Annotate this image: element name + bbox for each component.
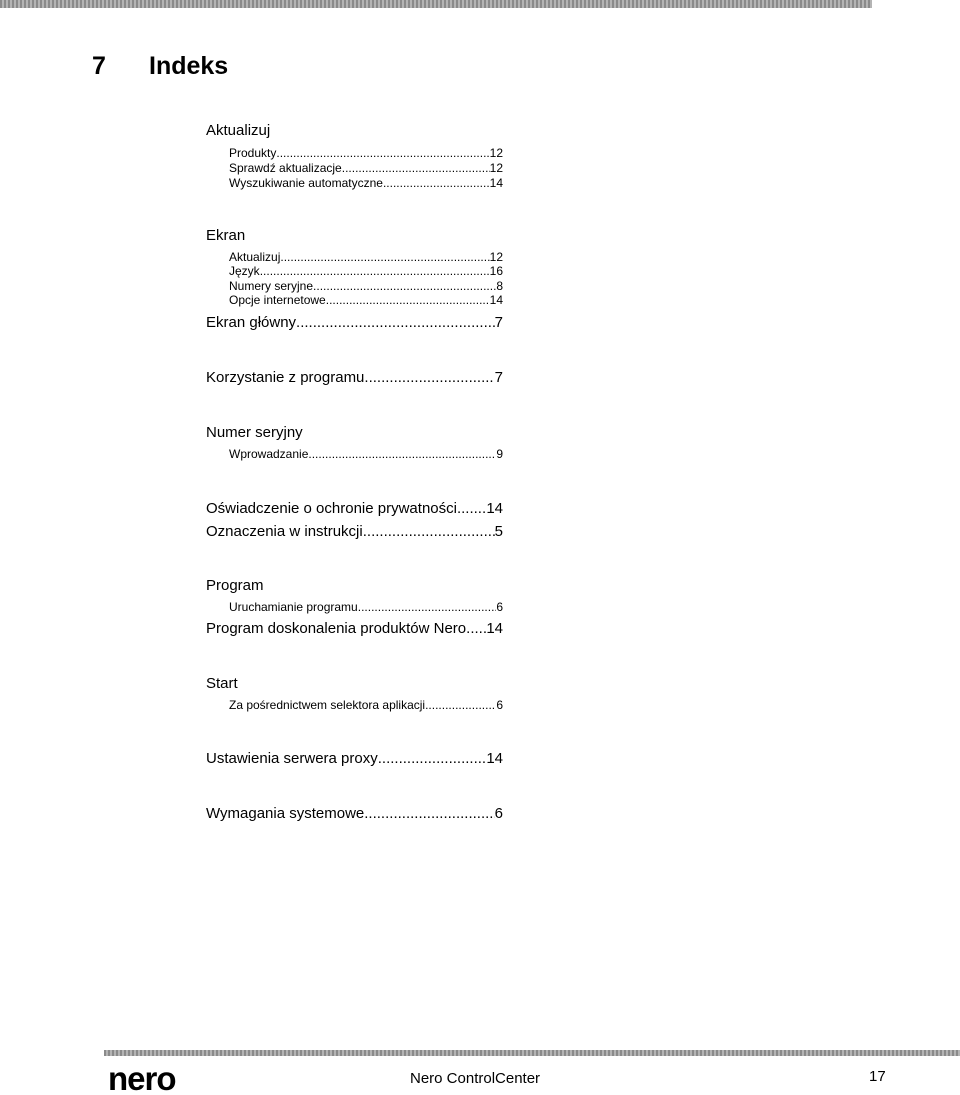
chapter-title: Indeks bbox=[149, 52, 229, 80]
chapter-number: 7 bbox=[92, 52, 106, 80]
index-heading-aktualizuj: Aktualizuj bbox=[206, 122, 271, 139]
index-entry[interactable]: Sprawdź aktualizacje ..... 12 bbox=[229, 161, 503, 175]
index-entry[interactable]: Za pośrednictwem selektora aplikacji ..... 6 bbox=[229, 698, 503, 712]
nero-logo bbox=[108, 1065, 212, 1095]
svg-text:nero: nero bbox=[108, 1065, 176, 1095]
index-entry[interactable]: Numery seryjne ..... 8 bbox=[229, 279, 503, 293]
footer-page-number: 17 bbox=[869, 1068, 886, 1085]
index-entry-oznaczenia[interactable]: Oznaczenia w instrukcji ..... 5 bbox=[206, 523, 503, 540]
index-entry[interactable]: Uruchamianie programu ..... 6 bbox=[229, 600, 503, 614]
index-heading-start: Start bbox=[206, 675, 238, 692]
index-entry-doskonalenia[interactable]: Program doskonalenia produktów Nero ..... 14 bbox=[206, 620, 503, 637]
index-entry-proxy[interactable]: Ustawienia serwera proxy ..... 14 bbox=[206, 750, 503, 767]
footer-product-name: Nero ControlCenter bbox=[410, 1070, 541, 1087]
index-entry[interactable]: Wprowadzanie ..... 9 bbox=[229, 447, 503, 461]
index-entry[interactable]: Aktualizuj ..... 12 bbox=[229, 250, 503, 264]
index-entry[interactable]: Język ..... 16 bbox=[229, 264, 503, 278]
top-decorative-bar bbox=[0, 0, 872, 8]
footer-decorative-bar bbox=[104, 1050, 960, 1056]
index-heading-numer: Numer seryjny bbox=[206, 424, 303, 441]
chapter-heading bbox=[92, 52, 228, 81]
index-entry-oswiadczenie[interactable]: Oświadczenie o ochronie prywatności ..... 14 bbox=[206, 500, 503, 517]
index-entry[interactable]: Wyszukiwanie automatyczne ..... 14 bbox=[229, 176, 503, 190]
index-heading-ekran: Ekran bbox=[206, 227, 246, 244]
index-entry[interactable]: Opcje internetowe ..... 14 bbox=[229, 293, 503, 307]
index-entry-ekran-glowny[interactable]: Ekran główny ..... 7 bbox=[206, 314, 503, 331]
index-heading-program: Program bbox=[206, 577, 264, 594]
index-entry-wymagania[interactable]: Wymagania systemowe ..... 6 bbox=[206, 805, 503, 822]
index-entry-korzystanie[interactable]: Korzystanie z programu ..... 7 bbox=[206, 369, 503, 386]
index-entry[interactable]: Produkty ..... 12 bbox=[229, 146, 503, 160]
